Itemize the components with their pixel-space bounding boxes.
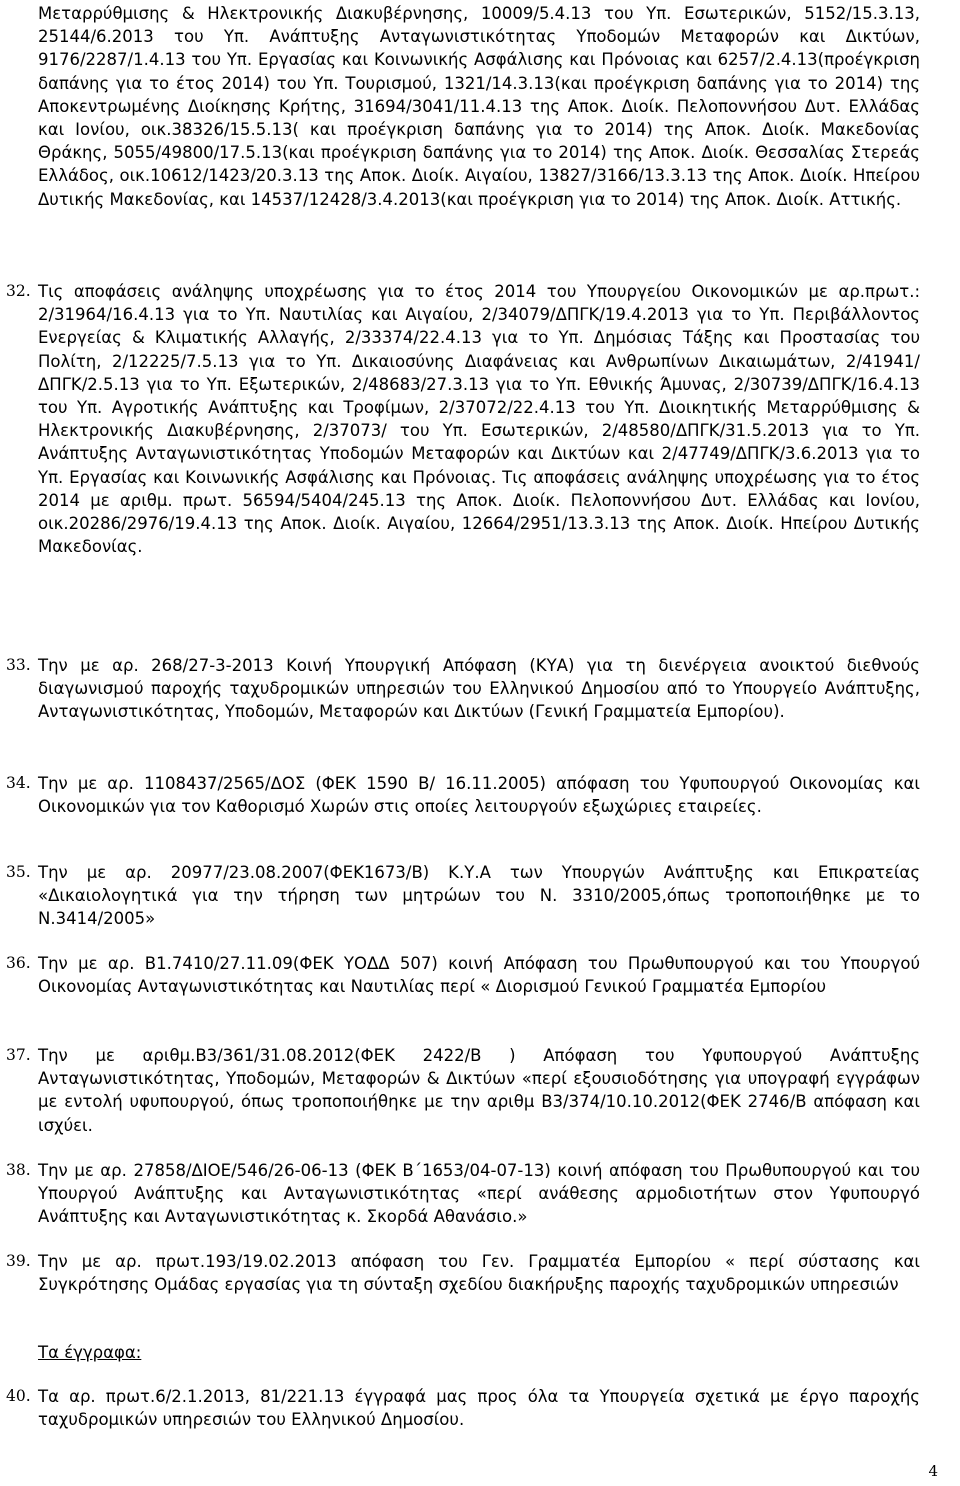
item-number: 37.: [6, 1046, 31, 1064]
item-number: 33.: [6, 656, 31, 674]
item-text: Την με αρ. πρωτ.193/19.02.2013 απόφαση του Γεν. Γραμματέα Εμπορίου « περί σύστασης και Συγκρότησης Ομάδας εργασίας για τη σύνταξη σχεδίου διακήρυξης παροχής ταχυδρομικών υπηρεσιών: [38, 1252, 920, 1295]
item-text: Την με αρ. 20977/23.08.2007(ΦΕΚ1673/Β) Κ.Υ.Α των Υπουργών Ανάπτυξης και Επικρατείας «Δικαιολογητικά για την τήρηση των μητρώων του Ν. 3310/2005,όπως τροποποιήθηκε με το Ν.3414/2005»: [38, 863, 920, 929]
item-text: Την με αριθμ.Β3/361/31.08.2012(ΦΕΚ 2422/Β ) Απόφαση του Υφυπουργού Ανάπτυξης Ανταγωνιστικότητας, Υποδομών, Μεταφορών & Δικτύων «περί εξουσιοδότησης για υπογραφή εγγράφων με εντολή υφυπουργού, όπως τροποποιήθηκε με την αριθμ Β3/374/10.10.2012(ΦΕΚ 2746/Β απόφαση και ισχύει.: [38, 1046, 920, 1135]
item-text: Τα αρ. πρωτ.6/2.1.2013, 81/221.13 έγγραφά μας προς όλα τα Υπουργεία σχετικά με έργο παροχής ταχυδρομικών υπηρεσιών του Ελληνικού Δημοσίου.: [38, 1387, 920, 1430]
page-number: 4: [928, 1462, 938, 1480]
item-number: 32.: [6, 282, 31, 300]
item-number: 35.: [6, 863, 31, 881]
item-text: Την με αρ. 27858/ΔΙΟΕ/546/26-06-13 (ΦΕΚ Β΄1653/04-07-13) κοινή απόφαση του Πρωθυπουργού και του Υπουργού Ανάπτυξης και Ανταγωνιστικότητας «περί ανάθεσης αρμοδιοτήτων στον Υφυπουργό Ανάπτυξης και Ανταγωνιστικότητας κ. Σκορδά Αθανάσιο.»: [38, 1161, 920, 1227]
item-text: Την με αρ. 1108437/2565/ΔΟΣ (ΦΕΚ 1590 Β/ 16.11.2005) απόφαση του Υφυπουργού Οικονομίας και Οικονομικών για τον Καθορισμό Χωρών στις οποίες λειτουργούν εξωχώριες εταιρείες.: [38, 774, 920, 817]
section-heading: Τα έγγραφα:: [38, 1343, 142, 1362]
item-number: 39.: [6, 1252, 31, 1270]
item-text: Την με αρ. Β1.7410/27.11.09(ΦΕΚ ΥΟΔΔ 507) κοινή Απόφαση του Πρωθυπουργού και του Υπουργού Οικονομίας Ανταγωνιστικότητας και Ναυτιλίας περί « Διορισμού Γενικού Γραμματέα Εμπορίου: [38, 954, 920, 997]
item-number: 40.: [6, 1387, 31, 1405]
item-number: 36.: [6, 954, 31, 972]
item-number: 34.: [6, 774, 31, 792]
item-text: Τις αποφάσεις ανάληψης υποχρέωσης για το έτος 2014 του Υπουργείου Οικονομικών με αρ.πρωτ.: 2/31964/16.4.13 για το Υπ. Ναυτιλίας και Αιγαίου, 2/34079/ΔΠΓΚ/19.4.2013 για το Υπ. Περιβάλλοντος Ενεργείας & Κλιματικής Αλλαγής, 2/33374/22.4.13 για το Υπ. Δημόσιας Τάξης και Προστασίας του Πολίτη, 2/12225/7.5.13 για το Υπ. Δικαιοσύνης Διαφάνειας και Ανθρωπίνων Δικαιωμάτων, 2/41941/ΔΠΓΚ/2.5.13 για το Υπ. Εξωτερικών, 2/48683/27.3.13 για το Υπ. Εθνικής Άμυνας, 2/30739/ΔΠΓΚ/16.4.13 του Υπ. Αγροτικής Ανάπτυξης και Τροφίμων, 2/37072/22.4.13 του Υπ. Διοικητικής Μεταρρύθμισης & Ηλεκτρονικής Διακυβέρνησης, 2/37073/ του Υπ. Εσωτερικών, 2/48580/ΔΠΓΚ/31.5.2013 για το Υπ. Ανάπτυξης Ανταγωνιστικότητας Υποδομών Μεταφορών και Δικτύων και 2/47749/ΔΠΓΚ/3.6.2013 για το Υπ. Εργασίας και Κοινωνικής Ασφάλισης και Πρόνοιας. Τις αποφάσεις ανάληψης υποχρέωσης για το έτος 2014 με αριθμ. πρωτ. 56594/5404/245.13 της Αποκ. Διοίκ. Πελοποννήσου Δυτ. Ελλάδας και Ιονίου, οικ.20286/2976/19.4.13 της Αποκ. Διοίκ. Αιγαίου, 12664/2951/13.3.13 της Αποκ. Διοίκ. Ηπείρου Δυτικής Μακεδονίας.: [38, 282, 920, 557]
intro-paragraph: Μεταρρύθμισης & Ηλεκτρονικής Διακυβέρνησης, 10009/5.4.13 του Υπ. Εσωτερικών, 5152/15.3.13, 25144/6.2013 του Υπ. Ανάπτυξης Ανταγωνιστικότητας Υποδομών Μεταφορών και Δικτύων, 9176/2287/1.4.13 του Υπ. Εργασίας και Κοινωνικής Ασφάλισης και Πρόνοιας και 6257/2.4.13(προέγκριση δαπάνης για το έτος 2014) του Υπ. Τουρισμού, 1321/14.3.13(και προέγκριση δαπάνης για το 2014) της Αποκεντρωμένης Διοίκησης Κρήτης, 31694/3041/11.4.13 της Αποκ. Διοίκ. Πελοποννήσου Δυτ. Ελλάδας και Ιονίου, οικ.38326/15.5.13( και προέγκριση δαπάνης για το 2014) της Αποκ. Διοίκ. Μακεδονίας Θράκης, 5055/49800/17.5.13(και προέγκριση δαπάνης για το 2014) της Αποκ. Διοίκ. Θεσσαλίας Στερεάς Ελλάδος, οικ.10612/1423/20.3.13 της Αποκ. Διοίκ. Αιγαίου, 13827/3166/13.3.13 της Αποκ. Διοίκ. Ηπείρου Δυτικής Μακεδονίας, και 14537/12428/3.4.2013(και προέγκριση για το 2014) της Αποκ. Διοίκ. Αττικής.: [38, 4, 920, 209]
item-text: Την με αρ. 268/27-3-2013 Κοινή Υπουργική Απόφαση (ΚΥΑ) για τη διενέργεια ανοικτού διεθνούς διαγωνισμού παροχής ταχυδρομικών υπηρεσιών του Ελληνικού Δημοσίου από το Υπουργείο Ανάπτυξης, Ανταγωνιστικότητας, Υποδομών, Μεταφορών και Δικτύων (Γενική Γραμματεία Εμπορίου).: [38, 656, 920, 722]
item-number: 38.: [6, 1161, 31, 1179]
